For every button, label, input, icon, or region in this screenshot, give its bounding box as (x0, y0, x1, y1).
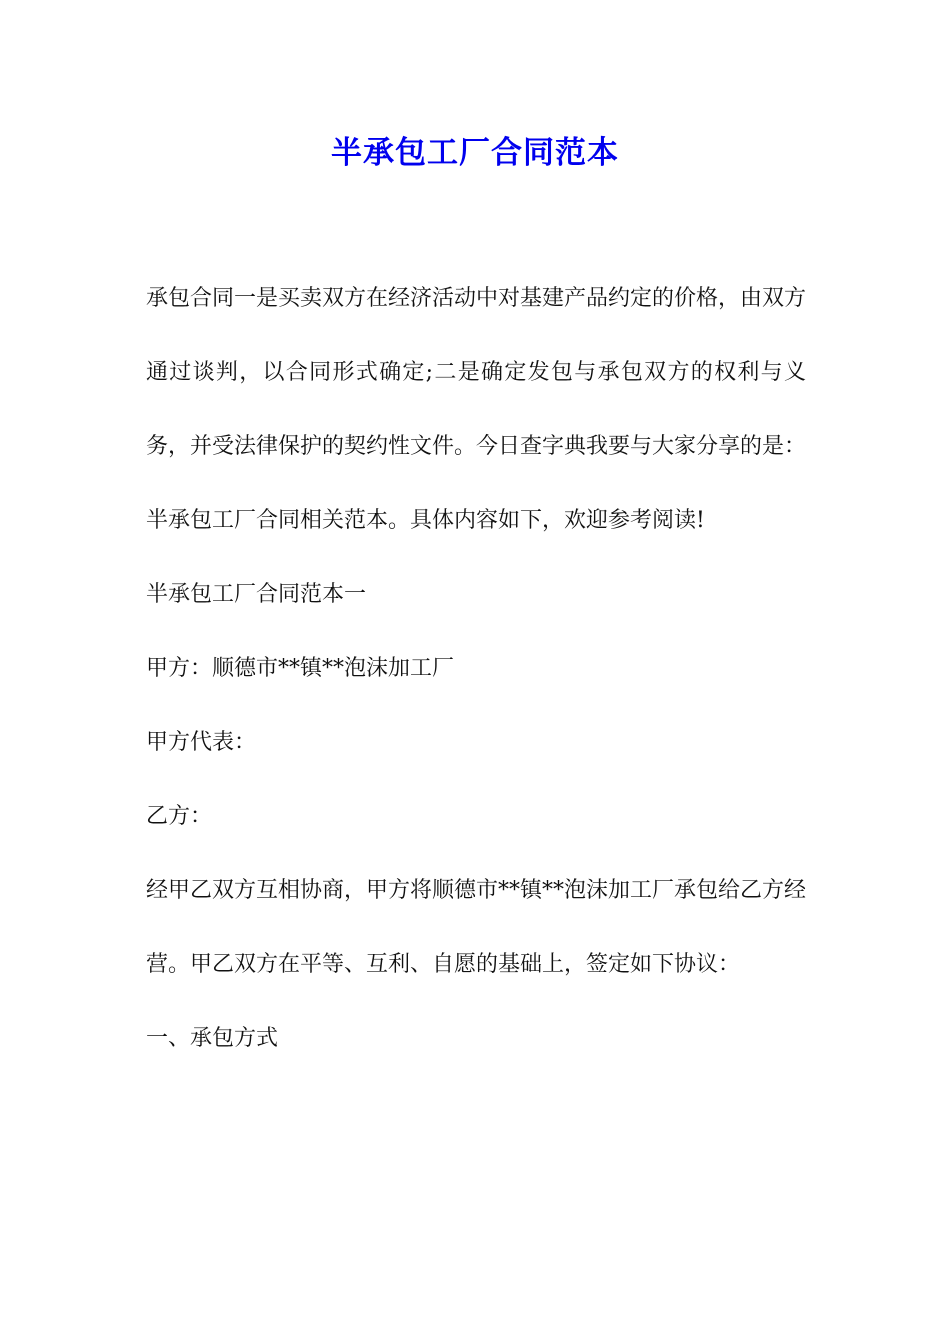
document-body (146, 262, 806, 1076)
party-a-line: 甲方：顺德市**镇**泡沫加工厂 (146, 656, 455, 681)
intro-paragraph: 承包合同一是买卖双方在经济活动中对基建产品约定的价格，由双方通过谈判，以合同形式确定;二是确定发包与承包双方的权利与义务，并受法律保护的契约性文件。今日查字典我要与大家分享的是：半承包工厂合同相关范本。具体内容如下，欢迎参考阅读! (146, 286, 807, 533)
clause-heading: 一、承包方式 (146, 1026, 279, 1051)
agreement-paragraph: 经甲乙双方互相协商，甲方将顺德市**镇**泡沫加工厂承包给乙方经营。甲乙双方在平等、互利、自愿的基础上，签定如下协议： (146, 878, 807, 977)
document-title: 半承包工厂合同范本 (331, 135, 619, 171)
section-heading: 半承包工厂合同范本一 (146, 582, 367, 607)
party-b-line: 乙方： (146, 804, 213, 829)
party-a-representative-line: 甲方代表： (146, 730, 257, 755)
